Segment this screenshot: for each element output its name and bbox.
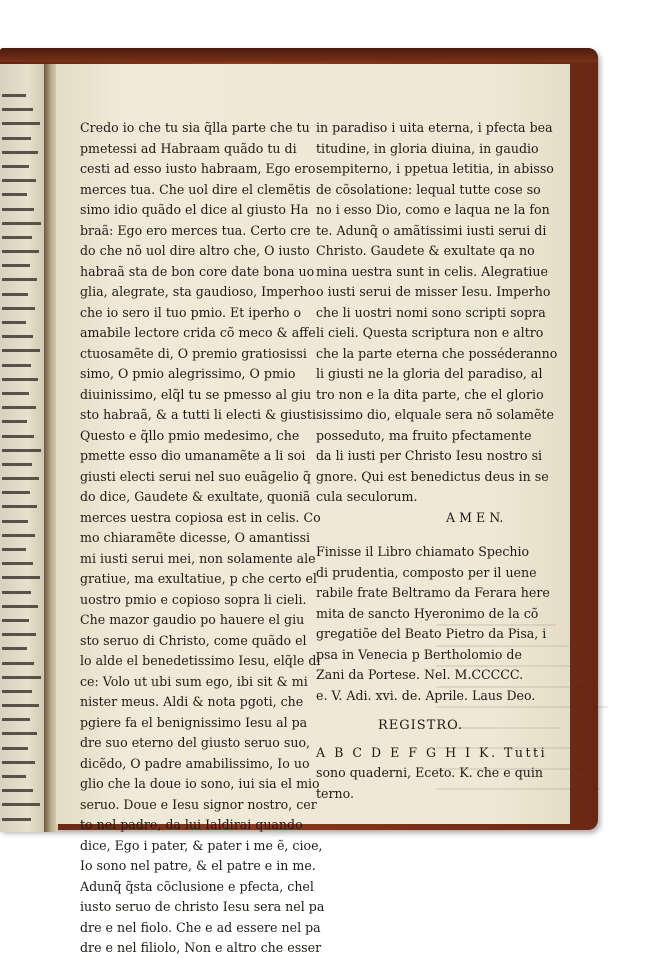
left-page-line bbox=[2, 505, 37, 508]
right-page bbox=[56, 64, 570, 955]
text-line: diuinissimo, elq̃l tu se pmesso al giu bbox=[80, 386, 312, 402]
text-line: ctuosamẽte di, O premio gratiosissi bbox=[80, 345, 307, 361]
text-line: Christo. Gaudete & exultate qa no bbox=[316, 243, 535, 258]
left-page-line bbox=[2, 208, 34, 211]
colophon-line: di prudentia, composto per il uene bbox=[316, 564, 537, 580]
text-line: giusti electi serui nel suo euãgelio q̃ bbox=[80, 468, 311, 484]
colophon-line: Finisse il Libro chiamato Spechio bbox=[316, 544, 530, 559]
text-line: simo, O pmio alegrissimo, O pmio bbox=[80, 366, 296, 381]
text-line: che io sero il tuo pmio. Et iperho o bbox=[80, 304, 302, 320]
text-line: mi iusti serui mei, non solamente ale bbox=[80, 550, 316, 566]
text-line: merces tua. Che uol dire el clemẽtis bbox=[80, 181, 311, 197]
text-line: glio che la doue io sono, iui sia el mio bbox=[80, 776, 320, 791]
text-line: che li uostri nomi sono scripti sopra bbox=[316, 304, 546, 320]
right-column-text bbox=[316, 118, 558, 508]
registro-title: REGISTRO. bbox=[378, 718, 464, 733]
left-page-line bbox=[2, 321, 26, 324]
registro-text bbox=[316, 763, 546, 804]
left-page-line bbox=[2, 193, 27, 196]
text-line: lo alde el benedetissimo Iesu, elq̃le di bbox=[80, 653, 321, 668]
registro-line: terno. bbox=[316, 785, 355, 801]
text-line: do dice, Gaudete & exultate, quoniã bbox=[80, 489, 311, 504]
colophon-line: rabile frate Beltramo da Ferara here bbox=[316, 585, 550, 600]
left-page-line bbox=[2, 151, 38, 154]
right-column bbox=[316, 118, 558, 804]
text-line: pmette esso dio umanamẽte a li soi bbox=[80, 448, 306, 463]
text-line: iusto seruo de christo Iesu sera nel pa bbox=[80, 899, 325, 914]
text-line: pgiere fa el benignissimo Iesu al pa bbox=[80, 714, 308, 730]
left-page-line bbox=[2, 392, 29, 395]
left-page-line bbox=[2, 449, 41, 452]
left-page-line bbox=[2, 122, 40, 125]
text-line: amabile lectore crida cõ meco & affe bbox=[80, 325, 316, 340]
left-page-line bbox=[2, 676, 41, 679]
colophon-line: psa in Venecia p Bertholomio de bbox=[316, 646, 522, 662]
text-line: sissimo dio, elquale sera nõ solamẽte bbox=[316, 407, 554, 422]
book-cover-edge bbox=[0, 48, 598, 62]
left-page-line bbox=[2, 250, 39, 253]
left-page-line bbox=[2, 179, 36, 182]
left-page-line bbox=[2, 278, 37, 281]
colophon-line: gregatiõe del Beato Pietro da Pisa, i bbox=[316, 626, 547, 641]
text-line: mo chiaramẽte dicesse, O amantissi bbox=[80, 530, 311, 545]
text-line: te. Adunq̃ o amãtissimi iusti serui di bbox=[316, 222, 547, 238]
text-line: sempiterno, i ppetua letitia, in abisso bbox=[316, 161, 554, 176]
text-line: no i esso Dio, como e laqua ne la fon bbox=[316, 202, 550, 217]
left-page-line bbox=[2, 293, 28, 296]
colophon-line: e. V. Adi. xvi. de. Aprile. Laus Deo. bbox=[316, 687, 536, 703]
left-page-line bbox=[2, 534, 35, 537]
left-page-line bbox=[2, 236, 32, 239]
text-line: ce: Volo ut ubi sum ego, ibi sit & mi bbox=[80, 673, 308, 689]
left-page-line bbox=[2, 605, 38, 608]
left-page-line bbox=[2, 94, 26, 97]
text-line: dicẽdo, O padre amabilissimo, Io uo bbox=[80, 755, 310, 771]
left-page-line bbox=[2, 690, 32, 693]
left-page-fragment bbox=[0, 64, 46, 832]
left-page-line bbox=[2, 420, 27, 423]
left-page-line bbox=[2, 789, 33, 792]
left-page-line bbox=[2, 406, 36, 409]
left-page-line bbox=[2, 619, 29, 622]
text-line: Questo e q̃llo pmio medesimo, che bbox=[80, 427, 300, 443]
left-page-line bbox=[2, 364, 31, 367]
left-page-line bbox=[2, 165, 29, 168]
left-page-line bbox=[2, 108, 33, 111]
text-line: pmetessi ad Habraam quãdo tu di bbox=[80, 140, 297, 156]
text-line: glia, alegrate, sta gaudioso, Imperho bbox=[80, 284, 316, 299]
left-page-line bbox=[2, 662, 34, 665]
text-line: seruo. Doue e Iesu signor nostro, cer bbox=[80, 796, 317, 812]
left-page-line bbox=[2, 647, 27, 650]
colophon bbox=[316, 542, 550, 706]
text-line: merces uestra copiosa est in celis. Co bbox=[80, 509, 321, 525]
text-line: nister meus. Aldi & nota pgoti, che bbox=[80, 694, 304, 709]
text-line: sto seruo di Christo, come quãdo el bbox=[80, 632, 307, 648]
left-page-line bbox=[2, 264, 30, 267]
colophon-line: Zani da Portese. Nel. M.CCCCC. bbox=[316, 667, 524, 682]
text-line: li giusti ne la gloria del paradiso, al bbox=[316, 366, 543, 381]
text-line: Io sono nel patre, & el patre e in me. bbox=[80, 858, 316, 873]
left-page-text bbox=[2, 94, 42, 832]
text-line: posseduto, ma fruito pfectamente bbox=[316, 427, 532, 443]
text-line: gratiue, ma exultatiue, p che certo el bbox=[80, 571, 317, 586]
text-line: habraã sta de bon core date bona uo bbox=[80, 263, 315, 279]
text-line: sto habraã, & a tutti li electi & giusti bbox=[80, 407, 316, 422]
text-line: de cõsolatione: lequal tutte cose so bbox=[316, 181, 541, 197]
text-line: do che nõ uol dire altro che, O iusto bbox=[80, 243, 310, 258]
colophon-line: mita de sancto Hyeronimo de la cõ bbox=[316, 605, 539, 621]
left-page-line bbox=[2, 435, 34, 438]
left-page-line bbox=[2, 463, 32, 466]
left-page-line bbox=[2, 222, 41, 225]
left-column bbox=[80, 118, 325, 959]
text-line: uostro pmio e copioso sopra li cieli. bbox=[80, 591, 307, 607]
text-line: o iusti serui de misser Iesu. Imperho bbox=[316, 284, 551, 299]
left-page-line bbox=[2, 137, 31, 140]
amen: A M E N. bbox=[446, 509, 504, 525]
left-page-line bbox=[2, 562, 33, 565]
text-line: in paradiso i uita eterna, i pfecta bea bbox=[316, 120, 553, 135]
left-page-line bbox=[2, 307, 35, 310]
text-line: dre suo eterno del giusto seruo suo, bbox=[80, 735, 311, 750]
left-page-line bbox=[2, 378, 38, 381]
left-page-line bbox=[2, 761, 35, 764]
text-line: li cieli. Questa scriptura non e altro bbox=[316, 325, 544, 340]
left-page-line bbox=[2, 576, 40, 579]
text-line: tro non e la dita parte, che el glorio bbox=[316, 386, 544, 402]
text-line: to nel padre, da lui Ialdirai quando bbox=[80, 817, 303, 832]
left-page-line bbox=[2, 747, 28, 750]
text-line: cula seculorum. bbox=[316, 489, 418, 504]
text-line: Adunq̃ q̃sta cõclusione e pfecta, chel bbox=[80, 878, 314, 894]
text-line: braã: Ego ero merces tua. Certo cre bbox=[80, 222, 311, 238]
left-page-line bbox=[2, 732, 37, 735]
left-page-line bbox=[2, 704, 39, 707]
text-line: mina uestra sunt in celis. Alegratiue bbox=[316, 263, 548, 279]
registro-letters: A B C D E F G H I K. Tutti bbox=[316, 744, 548, 760]
text-line: dice, Ego i pater, & pater i me ẽ, cioe, bbox=[80, 837, 323, 853]
text-line: dre e nel filiolo, Non e altro che esser bbox=[80, 940, 322, 955]
left-page-line bbox=[2, 477, 39, 480]
left-page-line bbox=[2, 591, 31, 594]
left-page-line bbox=[2, 633, 36, 636]
left-page-line bbox=[2, 775, 26, 778]
text-line: simo idio quãdo el dice al giusto Ha bbox=[80, 202, 309, 217]
text-line: Credo io che tu sia q̃lla parte che tu bbox=[80, 120, 310, 135]
left-page-line bbox=[2, 335, 33, 338]
text-line: gnore. Qui est benedictus deus in se bbox=[316, 468, 549, 484]
text-line: cesti ad esso iusto habraam, Ego ero bbox=[80, 161, 316, 176]
text-line: che la parte eterna che posséderanno bbox=[316, 345, 558, 361]
left-page-line bbox=[2, 491, 30, 494]
left-page-line bbox=[2, 818, 31, 821]
left-page-line bbox=[2, 803, 40, 806]
left-page-line bbox=[2, 718, 30, 721]
text-line: da li iusti per Christo Iesu nostro si bbox=[316, 448, 543, 463]
left-page-line bbox=[2, 548, 26, 551]
registro-line: sono quaderni, Eceto. K. che e quin bbox=[316, 765, 544, 780]
left-page-line bbox=[2, 520, 28, 523]
left-page-line bbox=[2, 349, 40, 352]
text-line: dre e nel fiolo. Che e ad essere nel pa bbox=[80, 919, 321, 935]
text-line: titudine, in gloria diuina, in gaudio bbox=[316, 140, 539, 156]
text-line: Che mazor gaudio po hauere el giu bbox=[80, 612, 305, 627]
